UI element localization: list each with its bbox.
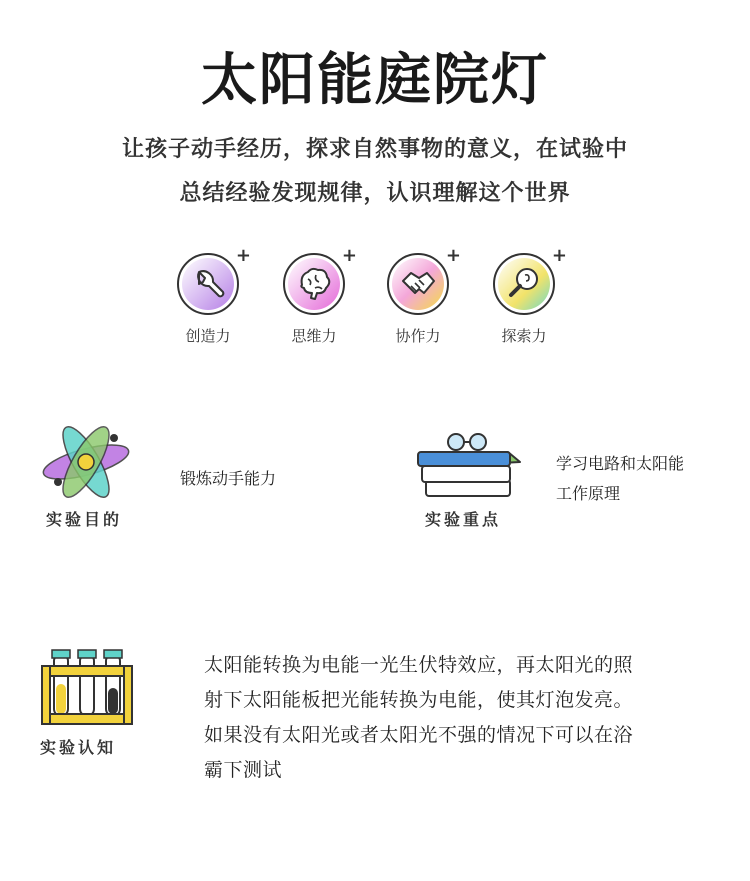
test-tubes-icon [40,648,134,728]
subtitle-line-1: 让孩子动手经历，探求自然事物的意义，在试验中 [121,137,628,162]
cognition-label: 实验认知 [40,738,117,757]
page-title: 太阳能庭院灯 [201,48,549,113]
atom-icon [38,424,134,504]
handshake-icon: + [387,253,449,315]
magnifier-icon: + [493,253,555,315]
focus-label: 实验重点 [425,510,502,529]
skill-label: 协作力 [395,327,441,345]
skill-label: 探索力 [501,327,547,345]
skill-label: 思维力 [291,327,337,345]
wrench-icon: + [177,253,239,315]
skill-label: 创造力 [185,327,231,345]
purpose-label: 实验目的 [46,510,123,529]
skill-exploration [469,245,579,346]
focus-text-line-2: 工作原理 [556,484,621,503]
brain-icon: + [283,253,345,315]
skill-creativity [153,245,263,346]
subtitle-line-2: 总结经验发现规律，认识理解这个世界 [179,181,571,206]
cognition-text-line-1: 太阳能转换为电能一光生伏特效应，再太阳光的照 [204,654,634,676]
books-icon [414,432,526,504]
cognition-text-line-2: 射下太阳能板把光能转换为电能，使其灯泡发亮。 [204,689,634,711]
focus-text-line-1: 学习电路和太阳能 [556,454,685,473]
cognition-text-line-4: 霸下测试 [204,759,283,781]
purpose-text: 锻炼动手能力 [180,469,277,488]
cognition-text-line-3: 如果没有太阳光或者太阳光不强的情况下可以在浴 [204,724,634,746]
skill-thinking [259,245,369,346]
skill-collaboration [363,245,473,346]
